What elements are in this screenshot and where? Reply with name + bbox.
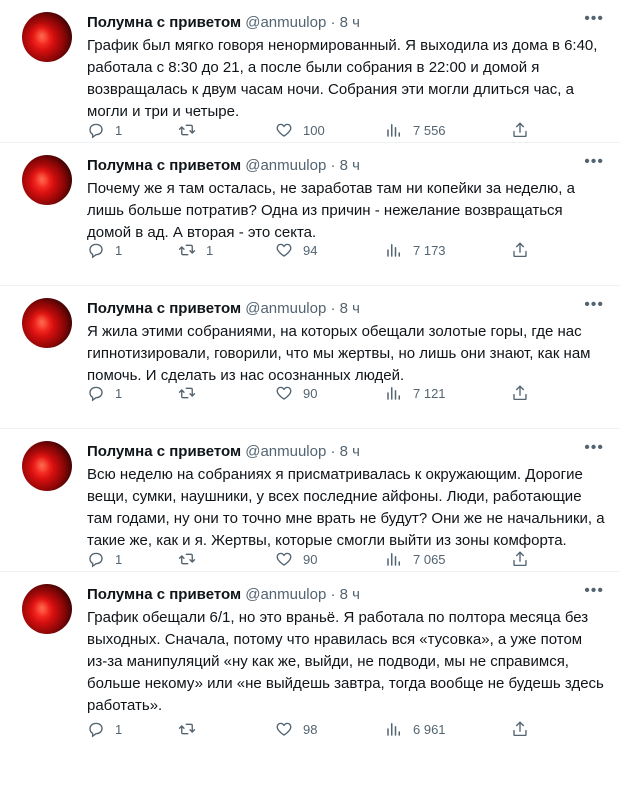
retweet-icon bbox=[178, 241, 196, 259]
tweet-header bbox=[87, 298, 600, 320]
like-count: 98 bbox=[303, 721, 318, 737]
view-count: 7 173 bbox=[413, 242, 446, 258]
view-count: 7 556 bbox=[413, 122, 446, 138]
tweet-actions bbox=[87, 120, 600, 140]
separator-dot: · bbox=[330, 586, 336, 603]
like-count: 90 bbox=[303, 551, 318, 567]
more-options-icon[interactable]: ••• bbox=[584, 296, 604, 313]
more-options-icon[interactable]: ••• bbox=[584, 10, 604, 27]
retweet-button[interactable] bbox=[178, 383, 206, 403]
tweet[interactable] bbox=[0, 286, 620, 429]
tweet[interactable] bbox=[0, 429, 620, 572]
retweet-button[interactable] bbox=[178, 240, 213, 260]
avatar[interactable] bbox=[22, 441, 72, 491]
share-icon bbox=[511, 384, 529, 402]
views-button[interactable] bbox=[385, 240, 446, 260]
separator-dot: · bbox=[330, 157, 336, 174]
share-button[interactable] bbox=[511, 120, 529, 140]
reply-count: 1 bbox=[115, 242, 123, 258]
tweet[interactable] bbox=[0, 143, 620, 286]
view-count: 6 961 bbox=[413, 721, 446, 737]
retweet-button[interactable] bbox=[178, 719, 206, 739]
author-handle[interactable]: @anmuulop bbox=[245, 157, 327, 174]
author-name[interactable]: Полумна с приветом bbox=[87, 586, 242, 603]
reply-button[interactable] bbox=[87, 240, 122, 260]
avatar[interactable] bbox=[22, 584, 72, 634]
reply-count: 1 bbox=[115, 721, 123, 737]
like-button[interactable] bbox=[275, 719, 317, 739]
retweet-icon bbox=[178, 720, 196, 738]
reply-button[interactable] bbox=[87, 383, 122, 403]
share-icon bbox=[511, 121, 529, 139]
like-button[interactable] bbox=[275, 240, 317, 260]
author-name[interactable]: Полумна с приветом bbox=[87, 443, 242, 460]
like-button[interactable] bbox=[275, 120, 325, 140]
share-button[interactable] bbox=[511, 549, 529, 569]
share-icon bbox=[511, 720, 529, 738]
views-button[interactable] bbox=[385, 120, 446, 140]
views-button[interactable] bbox=[385, 383, 446, 403]
share-icon bbox=[511, 550, 529, 568]
separator-dot: · bbox=[330, 300, 336, 317]
like-button[interactable] bbox=[275, 383, 317, 403]
reply-button[interactable] bbox=[87, 120, 122, 140]
views-icon bbox=[385, 384, 403, 402]
views-icon bbox=[385, 550, 403, 568]
like-button[interactable] bbox=[275, 549, 317, 569]
more-options-icon[interactable]: ••• bbox=[584, 153, 604, 170]
like-count: 94 bbox=[303, 242, 318, 258]
reply-icon bbox=[87, 241, 105, 259]
tweet-text: График был мягко говоря ненормированный. Я выходила из дома в 6:40, работала с 8:30 до 21, а после были собрания в 22:00 и домой я возвращалась к двум часам ночи. Собрания эти могли длиться час, а могли и три и четыре. bbox=[87, 37, 598, 120]
reply-icon bbox=[87, 121, 105, 139]
tweet-actions bbox=[87, 719, 600, 739]
reply-count: 1 bbox=[115, 551, 123, 567]
retweet-icon bbox=[178, 121, 196, 139]
tweet-text: Всю неделю на собраниях я присматривалась к окружающим. Дорогие вещи, сумки, наушники, у всех последние айфоны. Люди, работающие там годами, ну они то точно мне врать не будут? Они же не начальники, а такие же, как и я. Жертвы, которые смогли выйти из зоны комфорта. bbox=[87, 466, 605, 549]
tweet-time[interactable]: 8 ч bbox=[339, 14, 360, 31]
author-name[interactable]: Полумна с приветом bbox=[87, 157, 242, 174]
avatar[interactable] bbox=[22, 298, 72, 348]
reply-icon bbox=[87, 384, 105, 402]
author-name[interactable]: Полумна с приветом bbox=[87, 300, 242, 317]
reply-icon bbox=[87, 550, 105, 568]
retweet-button[interactable] bbox=[178, 549, 206, 569]
views-button[interactable] bbox=[385, 549, 446, 569]
views-icon bbox=[385, 720, 403, 738]
view-count: 7 065 bbox=[413, 551, 446, 567]
tweet[interactable] bbox=[0, 0, 620, 143]
separator-dot: · bbox=[330, 443, 336, 460]
tweet-time[interactable]: 8 ч bbox=[339, 443, 360, 460]
views-icon bbox=[385, 241, 403, 259]
more-options-icon[interactable]: ••• bbox=[584, 439, 604, 456]
tweet-header bbox=[87, 441, 600, 463]
heart-icon bbox=[275, 241, 293, 259]
tweet-header bbox=[87, 155, 600, 177]
reply-icon bbox=[87, 720, 105, 738]
reply-button[interactable] bbox=[87, 549, 122, 569]
author-handle[interactable]: @anmuulop bbox=[245, 443, 327, 460]
tweet-text: Почему же я там осталась, не заработав там ни копейки за неделю, а лишь больше потратив? Одна из причин - нежелание возвращаться домой в ад. А вторая - это секта. bbox=[87, 180, 575, 241]
tweet[interactable] bbox=[0, 572, 620, 742]
like-count: 100 bbox=[303, 122, 325, 138]
reply-count: 1 bbox=[115, 385, 123, 401]
avatar[interactable] bbox=[22, 155, 72, 205]
tweet-time[interactable]: 8 ч bbox=[339, 157, 360, 174]
tweet-text: Я жила этими собраниями, на которых обещали золотые горы, где нас гипнотизировали, говорили, что мы жертвы, но лишь они знают, как нам помочь. И сделать из нас осознанных людей. bbox=[87, 323, 591, 384]
tweet-header bbox=[87, 584, 600, 606]
view-count: 7 121 bbox=[413, 385, 446, 401]
reply-count: 1 bbox=[115, 122, 123, 138]
share-button[interactable] bbox=[511, 240, 529, 260]
tweet-time[interactable]: 8 ч bbox=[339, 586, 360, 603]
retweet-count: 1 bbox=[206, 242, 214, 258]
tweet-actions bbox=[87, 549, 600, 569]
reply-button[interactable] bbox=[87, 719, 122, 739]
tweet-header bbox=[87, 12, 600, 34]
avatar[interactable] bbox=[22, 12, 72, 62]
separator-dot: · bbox=[330, 14, 336, 31]
tweet-time[interactable]: 8 ч bbox=[339, 300, 360, 317]
heart-icon bbox=[275, 121, 293, 139]
views-button[interactable] bbox=[385, 719, 446, 739]
heart-icon bbox=[275, 550, 293, 568]
like-count: 90 bbox=[303, 385, 318, 401]
retweet-icon bbox=[178, 384, 196, 402]
author-handle[interactable]: @anmuulop bbox=[245, 14, 327, 31]
retweet-icon bbox=[178, 550, 196, 568]
heart-icon bbox=[275, 720, 293, 738]
share-button[interactable] bbox=[511, 719, 529, 739]
views-icon bbox=[385, 121, 403, 139]
author-name[interactable]: Полумна с приветом bbox=[87, 14, 242, 31]
author-handle[interactable]: @anmuulop bbox=[245, 586, 327, 603]
tweet-actions bbox=[87, 383, 600, 403]
author-handle[interactable]: @anmuulop bbox=[245, 300, 327, 317]
share-icon bbox=[511, 241, 529, 259]
heart-icon bbox=[275, 384, 293, 402]
share-button[interactable] bbox=[511, 383, 529, 403]
tweet-actions bbox=[87, 240, 600, 260]
more-options-icon[interactable]: ••• bbox=[584, 582, 604, 599]
retweet-button[interactable] bbox=[178, 120, 206, 140]
tweet-text: График обещали 6/1, но это враньё. Я работала по полтора месяца без выходных. Сначала, потому что нравилась вся «тусовка», а уже потом из-за манипуляций «ну как же, выйди, не подводи, мы не справимся, больше некому» или «не выйдешь завтра, тогда вообще не будешь здесь работать». bbox=[87, 609, 604, 714]
